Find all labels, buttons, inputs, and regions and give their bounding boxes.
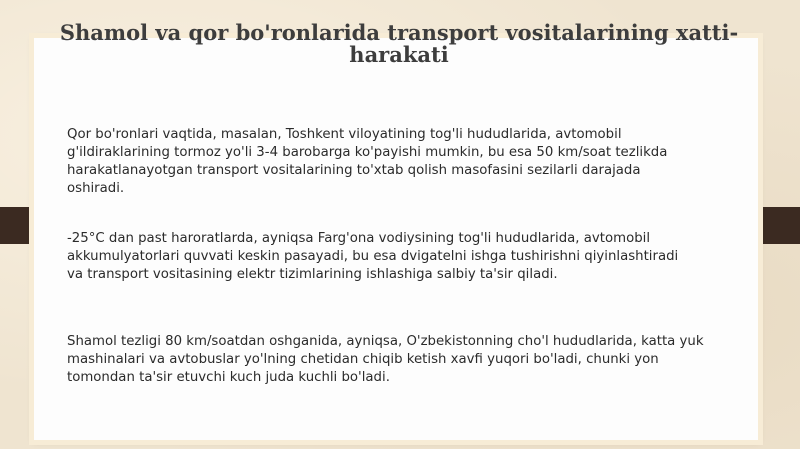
slide-title: Shamol va qor bo'ronlarida transport vositalarining xatti- harakati [59,20,739,67]
paragraph-snowstorm-braking: Qor bo'ronlari vaqtida, masalan, Toshkent viloyatining tog'li hududlarida, avtomobil g'ildiraklarining tormoz yo'li 3-4 barobarga ko'payishi mumkin, bu esa 50 km/soat tezlikda harakatlanayotgan transport vositalarining to'xtab qolish masofasini sezilarli darajada oshiradi. [67,127,668,196]
paragraph-wind-speed-trucks: Shamol tezligi 80 km/soatdan oshganida, ayniqsa, O'zbekistonning cho'l hududlarida, katta yuk mashinalari va avtobuslar yo'lning chetidan chiqib ketish xavfi yuqori bo'ladi, chunki yon tomondan ta'sir etuvchi kuch juda kuchli bo'ladi. [67,334,704,385]
paragraph-low-temperature-battery: -25°C dan past haroratlarda, ayniqsa Farg'ona vodiysining tog'li hududlarida, avtomobil akkumulyatorlari quvvati keskin pasayadi, bu esa dvigatelni ishga tushirishni qiyinlashtiradi va transport vositasining elektr tizimlarining ishlashiga salbiy ta'sir qiladi. [67,231,679,282]
